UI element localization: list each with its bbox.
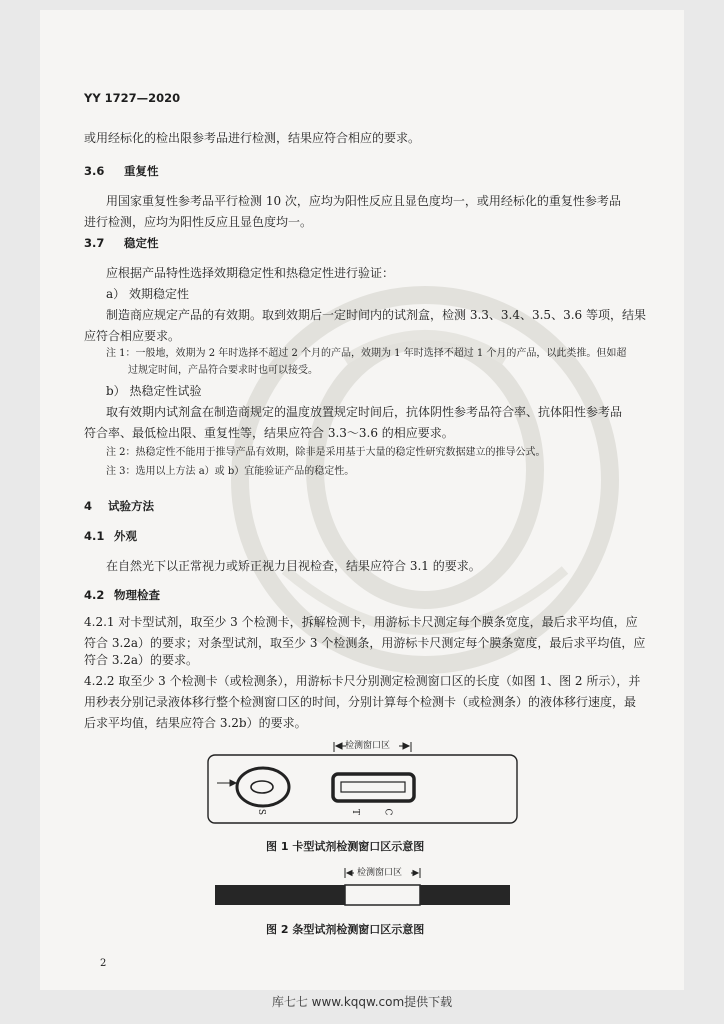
- section-title: 物理检查: [114, 588, 160, 602]
- section-title: 重复性: [124, 164, 159, 178]
- section-number: 4.1: [84, 529, 105, 543]
- paragraph-line: 应符合相应要求。: [84, 329, 181, 343]
- figure2-window-label: 检测窗口区: [357, 868, 403, 878]
- note-line: 过规定时间，产品符合要求时也可以接受。: [128, 365, 318, 376]
- note-line: 注 2：热稳定性不能用于推导产品有效期，除非是采用基于大量的稳定性研究数据建立的推导公式。: [106, 447, 546, 458]
- download-footer: 库七七 www.kqqw.com提供下载: [271, 995, 453, 1009]
- note-line: 注 3：选用以上方法 a）或 b）宜能验证产品的稳定性。: [106, 466, 355, 477]
- paragraph-line: 用国家重复性参考品平行检测 10 次，应均为阳性反应且显色度均一，或用经标化的重复性参考品: [106, 194, 621, 208]
- section-title: 外观: [114, 529, 137, 543]
- paragraph-line: 制造商应规定产品的有效期。取到效期后一定时间内的试剂盒，检测 3.3、3.4、3.5、3.6 等项，结果: [106, 308, 646, 322]
- paragraph-line: 后求平均值，结果应符合 3.2b）的要求。: [84, 716, 307, 730]
- paragraph-line: 或用经标化的检出限参考品进行检测，结果应符合相应的要求。: [84, 131, 421, 145]
- figure1-label-c: C: [382, 808, 393, 816]
- paragraph-line: 4.2.1 对卡型试剂，取至少 3 个检测卡，拆解检测卡，用游标卡尺测定每个膜条宽度，最后求平均值，应: [84, 615, 638, 629]
- paragraph-line: 用秒表分别记录液体移行整个检测窗口区的时间，分别计算每个检测卡（或检测条）的液体移行速度，最: [84, 695, 637, 709]
- list-item-label: a） 效期稳定性: [106, 287, 189, 301]
- paragraph-line: 应根据产品特性选择效期稳定性和热稳定性进行验证：: [106, 266, 395, 280]
- section-number: 3.7: [84, 236, 105, 250]
- section-number: 4.2: [84, 588, 105, 602]
- paragraph-line: 4.2.2 取至少 3 个检测卡（或检测条），用游标卡尺分别测定检测窗口区的长度（如图 1、图 2 所示），并: [84, 674, 641, 688]
- section-number: 3.6: [84, 164, 105, 178]
- page-number: 2: [100, 958, 107, 969]
- figure1-label-t: T: [350, 808, 361, 816]
- paragraph-line: 符合 3.2a）的要求。: [84, 653, 199, 667]
- note-line: 注 1：一般地，效期为 2 年时选择不超过 2 个月的产品，效期为 1 年时选择不超过 1 个月的产品，以此类推。但如超: [106, 348, 627, 359]
- section-title: 稳定性: [124, 236, 159, 250]
- paragraph-line: 符合率、最低检出限、重复性等，结果应符合 3.3～3.6 的相应要求。: [84, 426, 454, 440]
- figure2-caption: 图 2 条型试剂检测窗口区示意图: [266, 923, 425, 936]
- paragraph-line: 取有效期内试剂盒在制造商规定的温度放置规定时间后，抗体阴性参考品符合率、抗体阳性参考品: [106, 405, 623, 419]
- section-number: 4: [84, 499, 93, 513]
- paragraph-line: 符合 3.2a）的要求；对条型试剂，取至少 3 个检测条，用游标卡尺测定每个膜条宽度，最后求平均值，应: [84, 636, 646, 650]
- paragraph-line: 进行检测，应均为阳性反应且显色度均一。: [84, 215, 313, 229]
- document-page: [40, 10, 684, 990]
- figure1-label-s: S: [256, 808, 267, 816]
- figure1-caption: 图 1 卡型试剂检测窗口区示意图: [266, 840, 425, 853]
- figure2-drawing: [40, 10, 684, 990]
- paragraph-line: 在自然光下以正常视力或矫正视力目视检查，结果应符合 3.1 的要求。: [106, 559, 481, 573]
- section-title: 试验方法: [108, 499, 154, 513]
- document-code: YY 1727—2020: [84, 91, 181, 105]
- figure1-window-label: 检测窗口区: [345, 741, 391, 751]
- list-item-label: b） 热稳定性试验: [106, 384, 202, 398]
